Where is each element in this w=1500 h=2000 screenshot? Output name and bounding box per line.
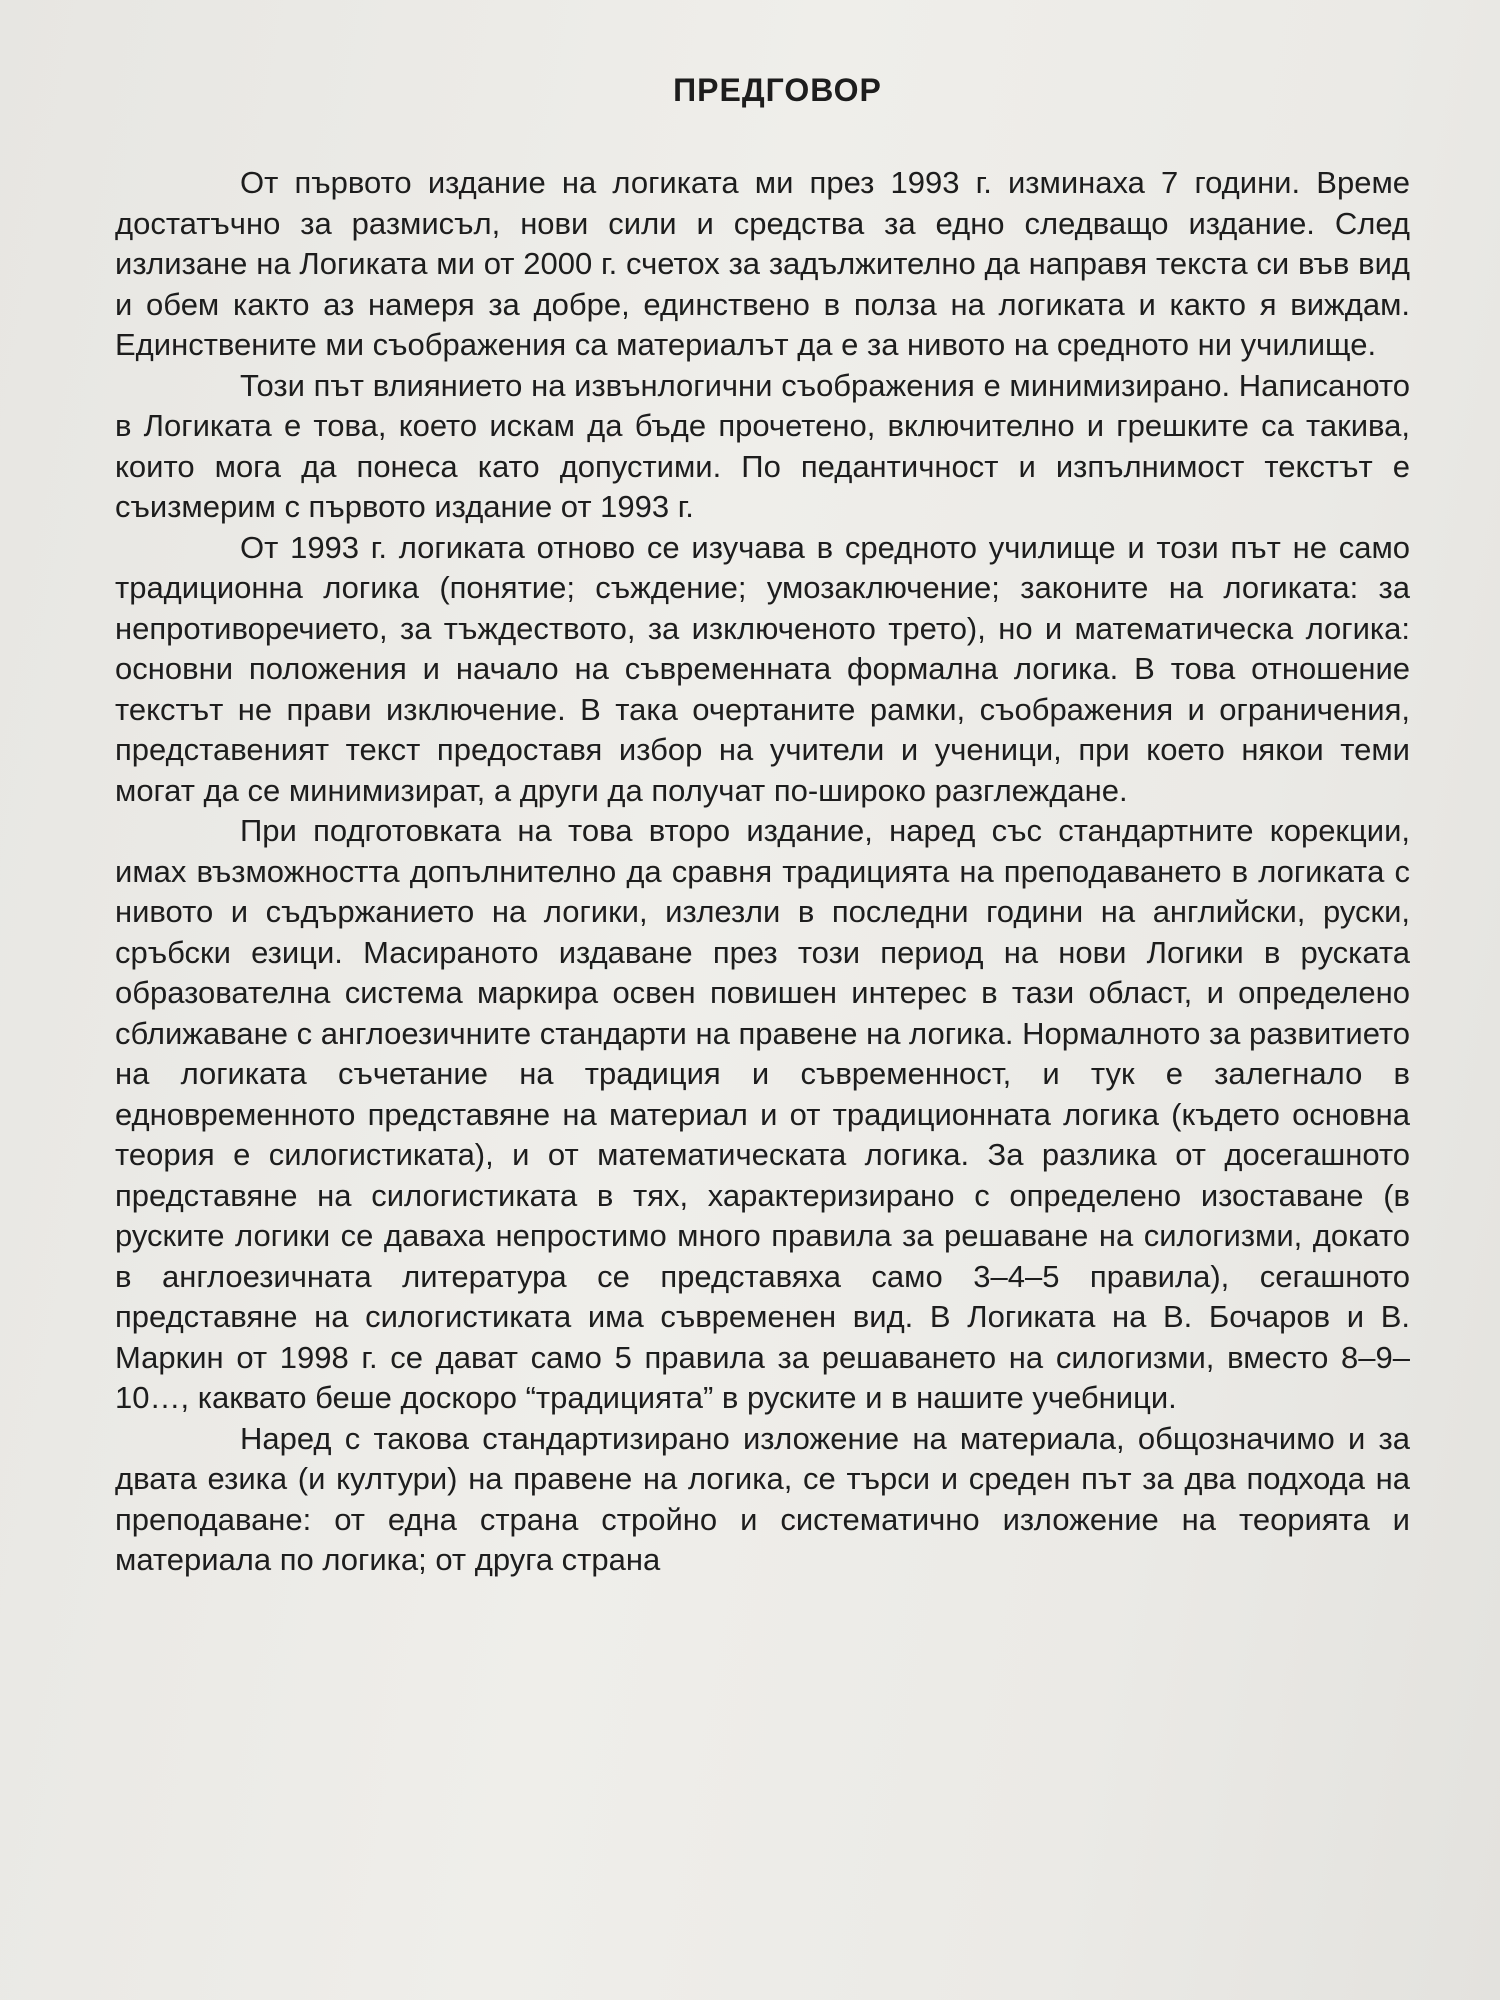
body-text: [115, 163, 1410, 1581]
paragraph: При подготовката на това второ издание, наред със стандартните корекции, имах възможността допълнително да сравня традицията на преподаването в логиката с нивото и съдържанието на логики, излезли в последни години на английски, руски, сръбски езици. Масираното издаване през този период на нови Логики в руската образователна система маркира освен повишен интерес в тази област, и определено сближаване с англоезичните стандарти на правене на логика. Нормалното за развитието на логиката съчетание на традиция и съвременност, и тук е залегнало в едновременното представяне на материал и от традиционната логика (където основна теория е силогистиката), и от математическата логика. За разлика от досегашното представяне на силогистиката в тях, характеризирано с определено изоставане (в руските логики се даваха непростимо много правила за решаване на силогизми, докато в англоезичната литература се представяха само 3–4–5 правила), сегашното представяне на силогистиката има съвременен вид. В Логиката на В. Бочаров и В. Маркин от 1998 г. се дават само 5 правила за решаването на силогизми, вместо 8–9–10…, каквато беше доскоро “традицията” в руските и в нашите учебници.: [115, 813, 1410, 1415]
page-title: ПРЕДГОВОР: [673, 72, 882, 108]
paragraph: От първото издание на логиката ми през 1993 г. изминаха 7 години. Време достатъчно за размисъл, нови сили и средства за едно следващо издание. След излизане на Логиката ми от 2000 г. счетох за задължително да направя текста си във вид и обем както аз намеря за добре, единствено в полза на логиката и както я виждам. Единствените ми съображения са материалът да е за нивото на средното ни училище.: [115, 165, 1410, 362]
paragraph: Този път влиянието на извънлогични съображения е минимизирано. Написаното в Логиката е това, което искам да бъде прочетено, включително и грешките са такива, които мога да понеса като допустими. По педантичност и изпълнимост текстът е съизмерим с първото издание от 1993 г.: [115, 367, 1410, 524]
paragraph: От 1993 г. логиката отново се изучава в средното училище и този път не само традиционна логика (понятие; съждение; умозаключение; законите на логиката: за непротиворечието, за тъждеството, за изключеното трето), но и математическа логика: основни положения и начало на съвременната формална логика. В това отношение текстът не прави изключение. В така очертаните рамки, съображения и ограничения, представеният текст предоставя избор на учители и ученици, при което някои теми могат да се минимизират, а други да получат по-широко разглеждане.: [115, 529, 1410, 808]
paragraph: Наред с такова стандартизирано изложение на материала, общозначимо и за двата езика (и култури) на правене на логика, се търси и среден път за два подхода на преподаване: от една страна стройно и систематично изложение на теорията и материала по логика; от друга страна: [115, 1420, 1410, 1577]
